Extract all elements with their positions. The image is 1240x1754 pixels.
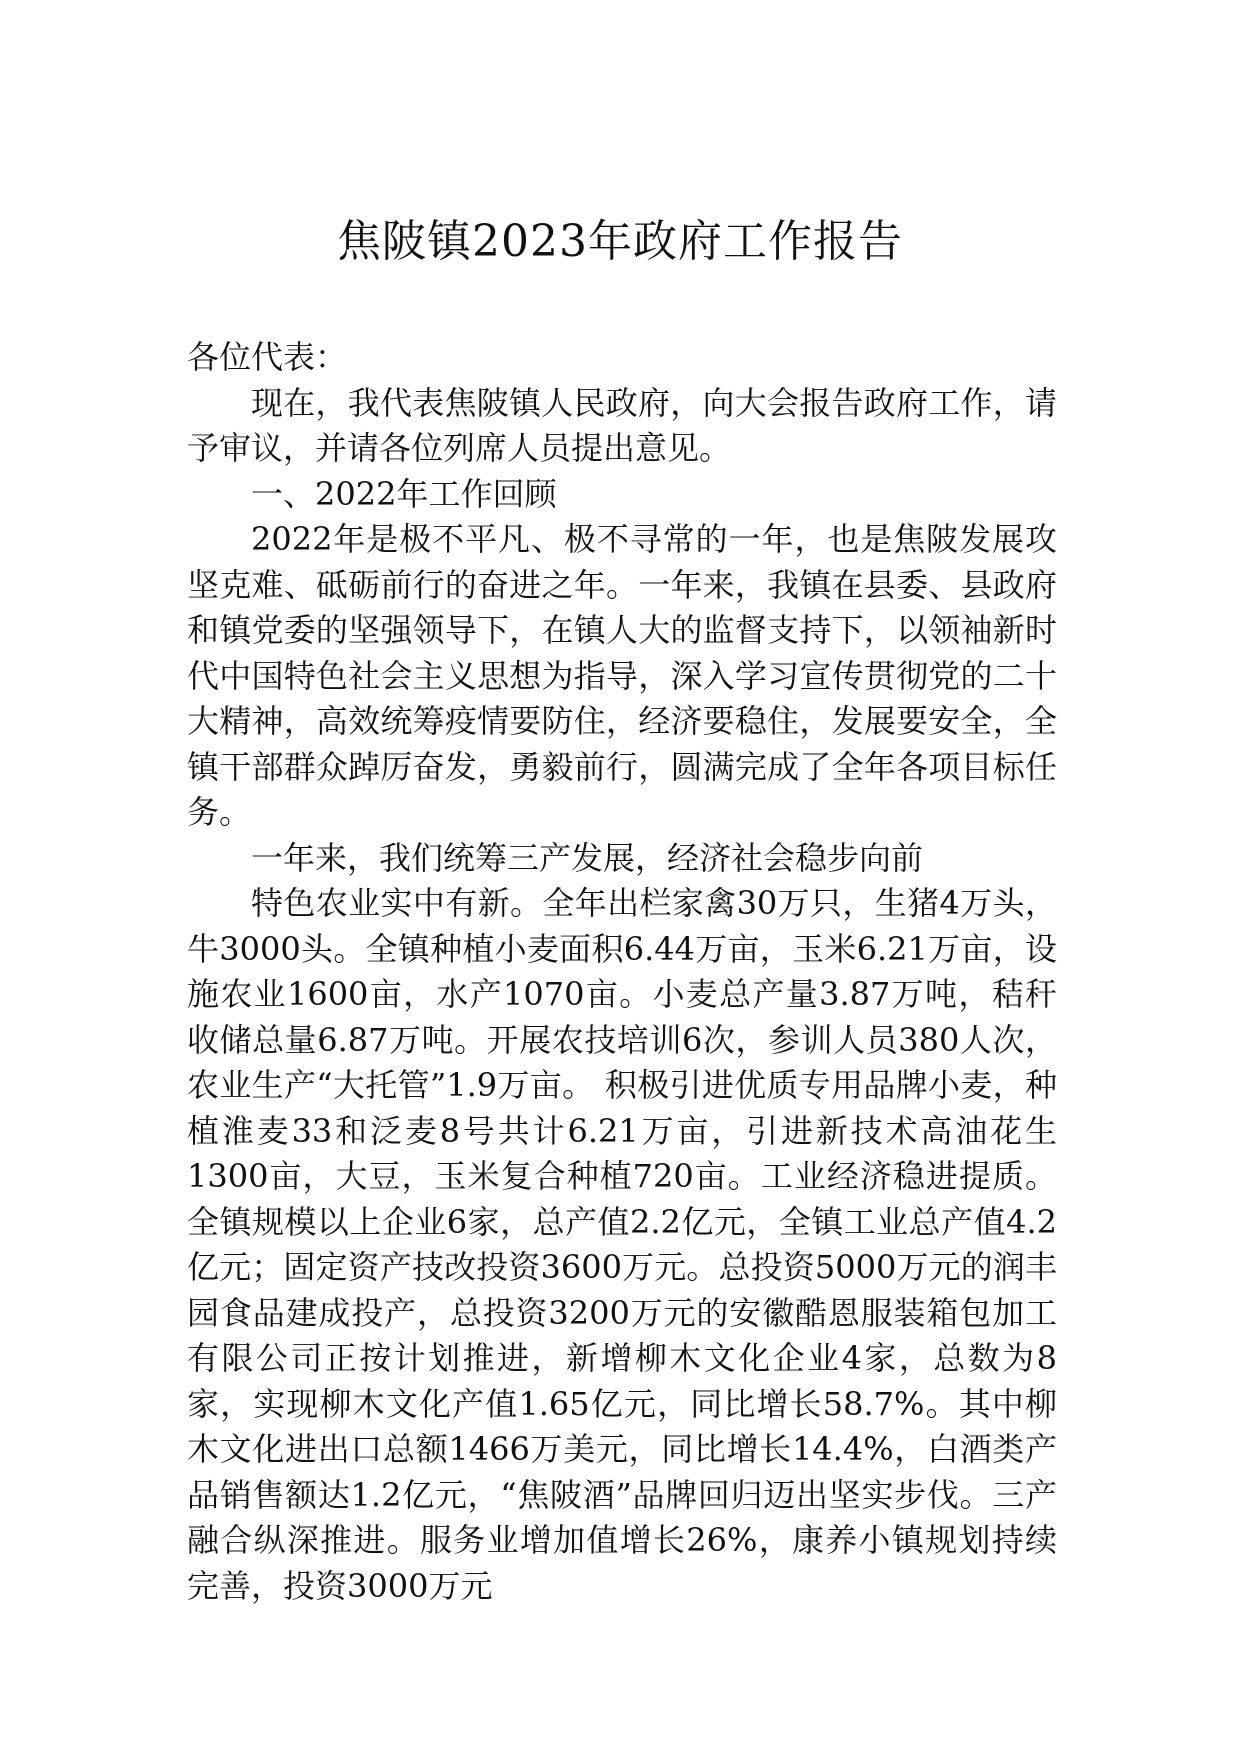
paragraph-intro: 现在，我代表焦陂镇人民政府，向大会报告政府工作，请予审议，并请各位列席人员提出意见。 [187, 383, 1057, 467]
salutation: 各位代表： [187, 338, 348, 376]
paragraph-details: 特色农业实中有新。全年出栏家禽30万只，生猪4万头，牛3000头。全镇种植小麦面积6.44万亩，玉米6.21万亩，设施农业1600亩，水产1070亩。小麦总产量3.87万吨，秸秆收储总量6.87万吨。开展农技培训6次，参训人员380人次，农业生产“大托管”1.9万亩。 积极引进优质专用品牌小麦，种植淮麦33和泛麦8号共计6.21万亩，引进新技术高油花生1300亩，大豆，玉米复合种植720亩。工业经济稳进提质。全镇规模以上企业6家，总产值2.2亿元，全镇工业总产值4.2亿元；固定资产技改投资3600万元。总投资5000万元的润丰园食品建成投产，总投资3200万元的安徽酷恩服装箱包加工有限公司正按计划推进，新增柳木文化企业4家，总数为8家，实现柳木文化产值1.65亿元，同比增长58.7%。其中柳木文化进出口总额1466万美元，同比增长14.4%，白酒类产品销售额达1.2亿元，“焦陂酒”品牌回归迈出坚实步伐。三产融合纵深推进。服务业增加值增长26%，康养小镇规划持续完善，投资3000万元 [187, 884, 1057, 1605]
subsection-heading: 一年来，我们统筹三产发展，经济社会稳步向前 [251, 838, 924, 877]
paragraph-overview: 2022年是极不平凡、极不寻常的一年，也是焦陂发展攻坚克难、砥砺前行的奋进之年。一年来，我镇在县委、县政府和镇党委的坚强领导下，在镇人大的监督支持下，以领袖新时代中国特色社会主义思想为指导，深入学习宣传贯彻党的二十大精神，高效统筹疫情要防住，经济要稳住，发展要安全，全镇干部群众踔厉奋发，勇毅前行，圆满完成了全年各项目标任务。 [187, 520, 1057, 831]
section-heading: 一、2022年工作回顾 [251, 474, 557, 513]
document-title: 焦陂镇2023年政府工作报告 [337, 216, 903, 267]
document-body [187, 335, 1057, 1609]
